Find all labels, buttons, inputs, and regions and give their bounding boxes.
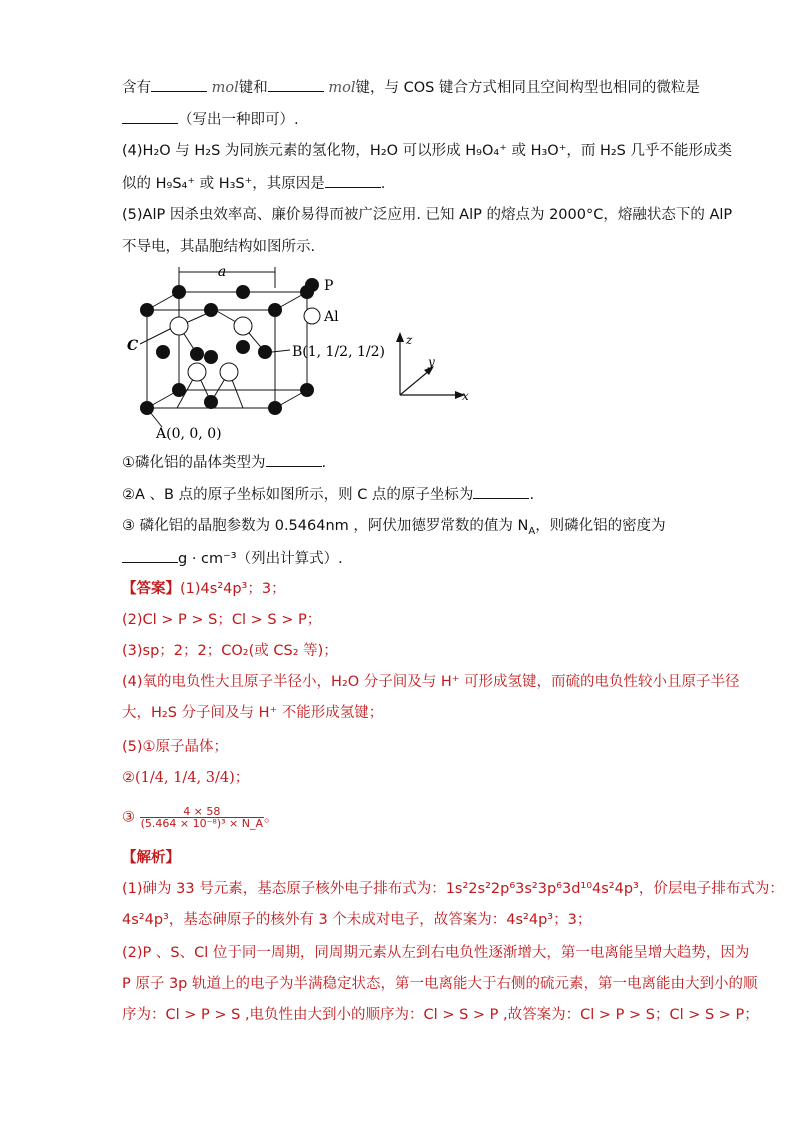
density-fraction — [140, 806, 264, 829]
q4-text: 似的 H₉S₄⁺ 或 H₃S⁺，其原因是 — [122, 176, 325, 192]
analysis-1-line-2: 4s²4p³，基态砷原子的核外有 3 个未成对电子，故答案为：4s²4p³；3； — [122, 912, 592, 928]
answer-text: (1)4s²4p³；3； — [180, 581, 286, 597]
axis-y: y — [428, 355, 435, 369]
answer-text: ② — [122, 770, 135, 786]
answer-5-1: (5)①原子晶体； — [122, 739, 229, 755]
sub-q1 — [122, 452, 326, 473]
q4-text: . — [380, 176, 386, 192]
answer-text: ③ — [122, 809, 135, 826]
answer-blank — [266, 452, 322, 467]
answer-4-line-1: (4)氧的电负性大且原子半径小，H₂O 分子间及与 H⁺ 可形成氢键，而硫的电负性较小且原子半径 — [122, 674, 740, 690]
answer-text: 。 — [263, 809, 279, 826]
q4-line-1: (4)H₂O 与 H₂S 为同族元素的氢化物，H₂O 可以形成 H₉O₄⁺ 或 H₃O⁺，而 H₂S 几乎不能形成类 — [122, 143, 732, 159]
q3-text: （写出一种即可）. — [178, 112, 299, 128]
sub-q1-text: ①磷化铝的晶体类型为 — [122, 455, 266, 471]
q3-line-1 — [122, 77, 700, 98]
subscript-a: A — [528, 525, 536, 537]
answer-blank — [473, 484, 529, 499]
analysis-label: 【解析】 — [122, 850, 180, 866]
label-c: C — [127, 338, 139, 354]
legend-al: Al — [324, 309, 339, 325]
label-a: a — [217, 264, 227, 280]
q3-text: 键和 — [238, 80, 268, 96]
sub-q3-text: ③ 磷化铝的晶胞参数为 0.5464nm ，阿伏加德罗常数的值为 N — [122, 518, 529, 534]
analysis-2-line-1: (2)P 、S、Cl 位于同一周期，同周期元素从左到右电负性逐渐增大，第一电离能呈增大趋势，因为 — [122, 945, 750, 961]
answer-blank — [325, 173, 381, 188]
q3-text: 含有 — [122, 80, 151, 96]
sub-q2-text: ②A 、B 点的原子坐标如图所示，则 C 点的原子坐标为 — [122, 487, 474, 503]
answer-blank — [268, 77, 324, 92]
label-b: B(1, 1/2, 1/2) — [292, 344, 385, 360]
q3-line-2 — [122, 109, 299, 130]
label-origin-a: A(0, 0, 0) — [156, 426, 222, 442]
analysis-tag — [122, 848, 180, 868]
answer-1 — [122, 579, 286, 599]
q5-line-1: (5)AlP 因杀虫效率高、廉价易得而被广泛应用. 已知 AlP 的熔点为 2000°C，熔融状态下的 AlP — [122, 207, 733, 223]
alp-unit-cell-figure — [122, 262, 482, 442]
answer-3: (3)sp；2；2；CO₂(或 CS₂ 等)； — [122, 643, 338, 659]
legend-p: P — [324, 278, 334, 294]
answer-blank — [122, 109, 178, 124]
sub-q3-line-2 — [122, 548, 343, 569]
analysis-2-line-3: 序为：Cl > P > S ,电负性由大到小的顺序为：Cl > S > P ,故答案为：Cl > P > S；Cl > S > P； — [122, 1007, 759, 1023]
q4-line-2 — [122, 173, 385, 194]
sub-q3-text: ，则磷化铝的密度为 — [535, 518, 666, 534]
coordinate-c: (1/4, 1/4, 3/4) — [135, 770, 235, 786]
q3-text: 键，与 COS 键合方式相同且空间构型也相同的微粒是 — [355, 80, 700, 96]
analysis-1-line-1: (1)砷为 33 号元素，基态原子核外电子排布式为：1s²2s²2p⁶3s²3p⁶3d¹⁰4s²4p³，价层电子排布式为： — [122, 881, 784, 897]
answer-5-2 — [122, 768, 249, 788]
sub-q3-text: g · cm⁻³（列出计算式）. — [178, 551, 343, 567]
unit-mol: mol — [211, 80, 239, 96]
axis-x: x — [462, 389, 469, 403]
answer-blank — [122, 548, 178, 563]
answer-text: ； — [234, 770, 250, 786]
answer-5-3 — [122, 806, 278, 829]
sub-q1-text: . — [321, 455, 327, 471]
unit-mol: mol — [328, 80, 356, 96]
answer-2: (2)Cl > P > S；Cl > S > P； — [122, 612, 322, 628]
answer-blank — [151, 77, 207, 92]
fraction-denominator: (5.464 × 10⁻⁸)³ × N_A — [140, 817, 263, 830]
axis-z: z — [406, 333, 413, 347]
fraction-numerator: 4 × 58 — [140, 806, 264, 818]
answer-4-line-2: 大，H₂S 分子间及与 H⁺ 不能形成氢键； — [122, 705, 384, 721]
analysis-2-line-2: P 原子 3p 轨道上的电子为半满稳定状态，第一电离能大于右侧的硫元素，第一电离能由大到小的顺 — [122, 976, 758, 992]
sub-q2-text: . — [529, 487, 535, 503]
sub-q3-line-1 — [122, 516, 666, 542]
sub-q2 — [122, 484, 534, 505]
answer-tag: 【答案】 — [122, 581, 180, 597]
q5-line-2: 不导电，其晶胞结构如图所示. — [122, 239, 316, 255]
